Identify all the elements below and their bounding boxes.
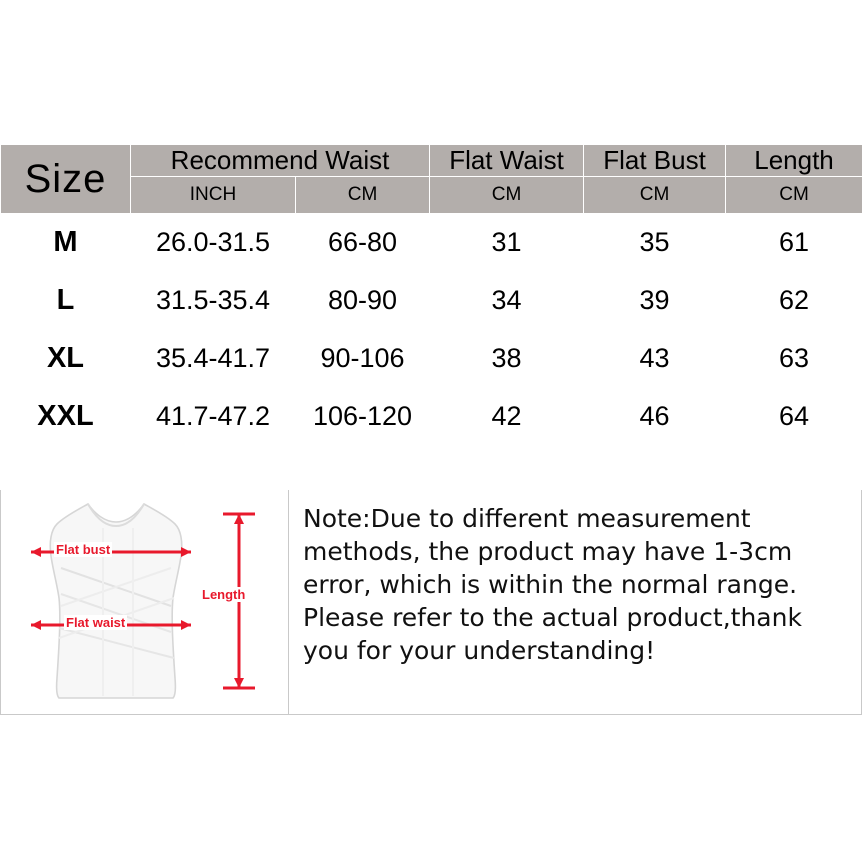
cell-cm: 80-90 [296, 272, 430, 330]
note-panel [0, 490, 862, 715]
subheader-cm-recommend: CM [296, 177, 430, 214]
cell-flat-waist: 34 [430, 272, 584, 330]
table-row [1, 330, 862, 388]
label-flat-bust: Flat bust [56, 542, 111, 557]
cell-cm: 90-106 [296, 330, 430, 388]
measurement-arrows [1, 490, 289, 715]
cell-inch: 31.5-35.4 [131, 272, 296, 330]
cell-inch: 41.7-47.2 [131, 388, 296, 446]
cell-length: 64 [726, 388, 862, 446]
header-flat-bust: Flat Bust [584, 145, 726, 177]
header-row-units [1, 177, 862, 214]
cell-cm: 66-80 [296, 214, 430, 272]
table-row [1, 388, 862, 446]
cell-size: L [1, 272, 131, 330]
size-chart-table [0, 144, 862, 446]
table-row [1, 214, 862, 272]
cell-flat-waist: 42 [430, 388, 584, 446]
cell-flat-bust: 43 [584, 330, 726, 388]
cell-flat-bust: 46 [584, 388, 726, 446]
subheader-cm-length: CM [726, 177, 862, 214]
table-header [1, 145, 862, 214]
header-recommend-waist: Recommend Waist [131, 145, 430, 177]
cell-length: 63 [726, 330, 862, 388]
cell-inch: 35.4-41.7 [131, 330, 296, 388]
subheader-cm-flat-bust: CM [584, 177, 726, 214]
note-cell [289, 490, 861, 714]
subheader-cm-flat-waist: CM [430, 177, 584, 214]
subheader-inch: INCH [131, 177, 296, 214]
table-row [1, 272, 862, 330]
header-size: Size [1, 145, 131, 214]
cell-length: 62 [726, 272, 862, 330]
table-body [1, 214, 862, 446]
size-chart-container [0, 144, 862, 446]
cell-cm: 106-120 [296, 388, 430, 446]
note-text: Note:Due to different measurement methods, the product may have 1-3cm error, which is within the normal range. Please refer to the actual product,thank you for your understanding! [303, 504, 802, 665]
cell-flat-bust: 39 [584, 272, 726, 330]
cell-flat-bust: 35 [584, 214, 726, 272]
label-flat-waist: Flat waist [66, 615, 126, 630]
cell-size: XXL [1, 388, 131, 446]
header-row-main [1, 145, 862, 177]
header-length: Length [726, 145, 862, 177]
cell-flat-waist: 38 [430, 330, 584, 388]
cell-length: 61 [726, 214, 862, 272]
cell-size: M [1, 214, 131, 272]
garment-illustration-cell [1, 490, 289, 714]
label-length: Length [202, 587, 246, 602]
cell-inch: 26.0-31.5 [131, 214, 296, 272]
cell-size: XL [1, 330, 131, 388]
header-flat-waist: Flat Waist [430, 145, 584, 177]
cell-flat-waist: 31 [430, 214, 584, 272]
